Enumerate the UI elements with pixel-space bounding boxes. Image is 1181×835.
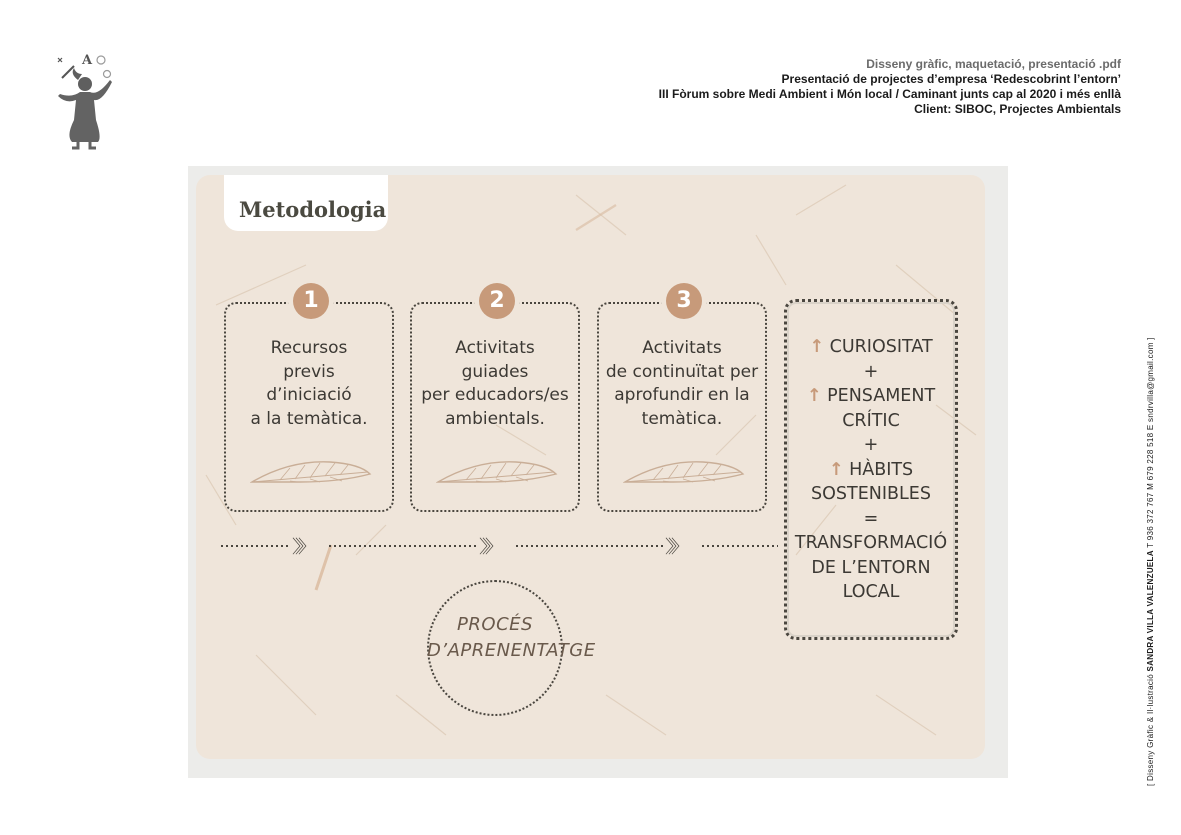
up-arrow-icon: ↑ <box>828 459 844 480</box>
svg-text:A: A <box>82 53 93 68</box>
credit-name: SANDRA VILLA VALENZUELA <box>1146 550 1155 672</box>
plus-sign: + <box>863 361 879 382</box>
header-client-line: Client: SIBOC, Projectes Ambientals <box>914 102 1121 116</box>
equals-sign: = <box>863 508 879 529</box>
project-header <box>659 57 1121 117</box>
outcome-critical-thinking <box>784 384 958 409</box>
up-arrow-icon: ↑ <box>809 337 825 357</box>
chevron-icon: 〉〉〉 <box>292 537 310 558</box>
credit-prefix: [ Disseny Gràfic & Il·lustració <box>1146 674 1155 786</box>
outcome-text <box>784 335 958 605</box>
chevron-icon: 〉〉〉 <box>479 537 497 558</box>
header-service-line: Disseny gràfic, maquetació, presentació .pdf <box>866 57 1121 71</box>
illustrator-girl-logo-icon <box>52 50 124 150</box>
outcome-item-thinking: PENSAMENT <box>827 386 936 406</box>
designer-credit <box>1146 337 1155 786</box>
plus-sign: + <box>863 435 879 455</box>
learning-process-label: PROCÉS D’APRENENTATGE <box>427 614 596 661</box>
step-1-number: 1 <box>293 283 329 319</box>
outcome-transformation-line2: DE L’ENTORN <box>811 557 931 578</box>
feather-icon <box>436 454 558 488</box>
outcome-curiosity <box>784 335 958 360</box>
feather-icon <box>623 454 745 488</box>
outcome-transformation-line3: LOCAL <box>842 582 900 602</box>
outcome-item-curiosity: CURIOSITAT <box>829 337 933 357</box>
outcome-habits-line2: SOSTENIBLES <box>811 484 931 504</box>
step-1-text: Recursos previs d’iniciació a la temàtica. <box>250 338 368 429</box>
up-arrow-icon: ↑ <box>806 386 822 406</box>
step-3-text: Activitats de continuïtat per aprofundir en la temàtica. <box>605 338 759 429</box>
step-2-number: 2 <box>479 283 515 319</box>
outcome-item-habits: HÀBITS <box>849 459 914 480</box>
step-2-text: Activitats guiades per educadors/es ambientals. <box>421 338 569 429</box>
slide-title: Metodologia <box>239 197 387 222</box>
methodology-slide <box>196 175 985 759</box>
outcome-habits <box>784 458 958 483</box>
step-3-number: 3 <box>666 283 702 319</box>
feather-icon <box>250 454 372 488</box>
outcome-transformation-line1: TRANSFORMACIÓ <box>794 533 948 553</box>
credit-contact: T 936 372 767 M 679 228 518 E sndrvilla@gmail.com ] <box>1146 337 1155 548</box>
header-project-line: Presentació de projectes d’empresa ‘Redescobrint l’entorn’ <box>781 72 1121 86</box>
header-event-line: III Fòrum sobre Medi Ambient i Món local / Caminant junts cap al 2020 i més enllà <box>658 87 1121 101</box>
chevron-icon: 〉〉〉 <box>665 537 683 558</box>
outcome-critical-line2: CRÍTIC <box>842 410 900 431</box>
